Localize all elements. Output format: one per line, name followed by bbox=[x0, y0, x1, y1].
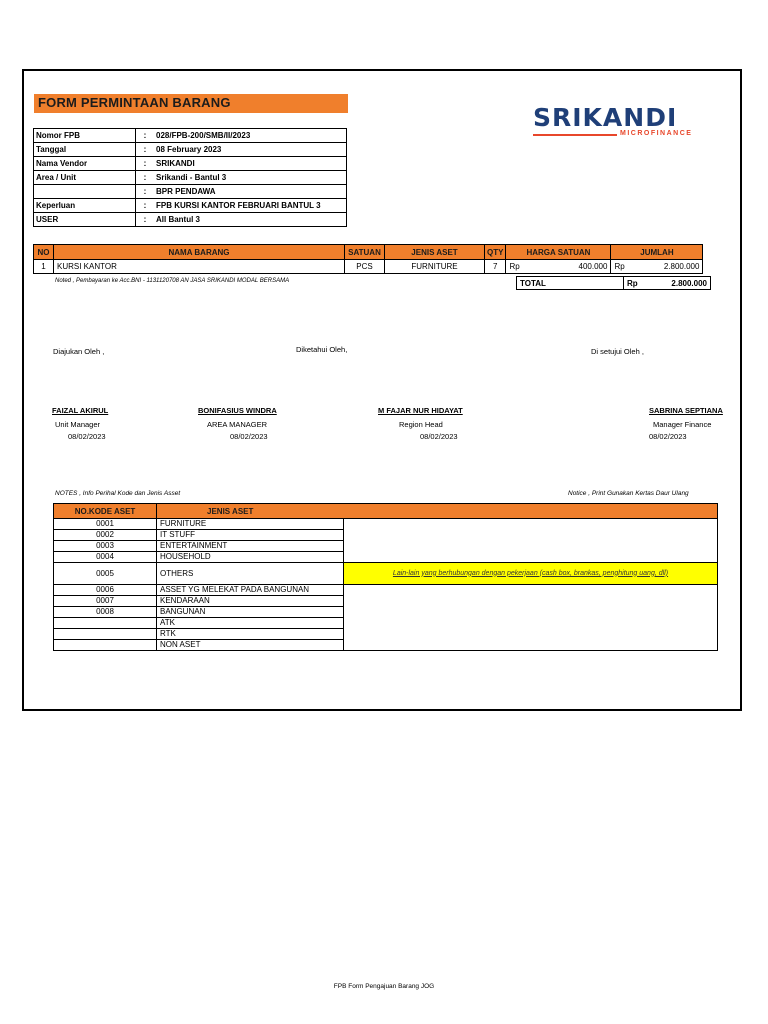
signer-role: Unit Manager bbox=[55, 420, 101, 429]
payment-note: Noted , Pembayaran ke Acc.BNI - 1131120708 AN JASA SRIKANDI MODAL BERSAMA bbox=[55, 278, 290, 284]
items-header-row bbox=[34, 245, 703, 260]
table-row bbox=[54, 607, 718, 618]
form-title: FORM PERMINTAAN BARANG bbox=[38, 95, 231, 110]
asset-type: HOUSEHOLD bbox=[157, 552, 344, 563]
table-row bbox=[54, 519, 718, 530]
empty-cell bbox=[344, 530, 718, 541]
info-label: USER bbox=[34, 213, 136, 227]
col-header: HARGA SATUAN bbox=[506, 245, 611, 260]
asset-code: 0006 bbox=[54, 585, 157, 596]
info-sep: : bbox=[136, 171, 155, 185]
signer-date: 08/02/2023 bbox=[230, 432, 268, 441]
empty-cell bbox=[344, 596, 718, 607]
item-qty: 7 bbox=[485, 260, 506, 274]
item-currency: Rp bbox=[506, 260, 527, 274]
info-value: 08 February 2023 bbox=[154, 143, 347, 157]
asset-code-table bbox=[53, 503, 718, 651]
empty-cell bbox=[344, 607, 718, 618]
total-box bbox=[516, 276, 711, 290]
signer-name: SABRINA SEPTIANA bbox=[649, 406, 723, 415]
total-label: TOTAL bbox=[517, 277, 624, 290]
form-title-bar bbox=[34, 94, 348, 113]
info-label: Nomor FPB bbox=[34, 129, 136, 143]
item-name: KURSI KANTOR bbox=[54, 260, 345, 274]
asset-code: 0003 bbox=[54, 541, 157, 552]
empty-cell bbox=[344, 629, 718, 640]
asset-code bbox=[54, 640, 157, 651]
col-header: NO.KODE ASET bbox=[54, 504, 157, 519]
info-value: SRIKANDI bbox=[154, 157, 347, 171]
item-unit: PCS bbox=[345, 260, 385, 274]
info-row bbox=[34, 171, 347, 185]
col-header: NO bbox=[34, 245, 54, 260]
table-row bbox=[54, 640, 718, 651]
info-table bbox=[33, 128, 347, 227]
info-sep: : bbox=[136, 129, 155, 143]
asset-code: 0004 bbox=[54, 552, 157, 563]
info-row bbox=[34, 129, 347, 143]
asset-code: 0002 bbox=[54, 530, 157, 541]
signer-date: 08/02/2023 bbox=[68, 432, 106, 441]
table-row bbox=[54, 596, 718, 607]
signer-role: Region Head bbox=[399, 420, 443, 429]
signer-date: 08/02/2023 bbox=[420, 432, 458, 441]
codes-header-row bbox=[54, 504, 718, 519]
signer-role: Manager Finance bbox=[653, 420, 712, 429]
info-value: 028/FPB-200/SMB/II/2023 bbox=[154, 129, 347, 143]
table-row bbox=[54, 552, 718, 563]
table-row bbox=[54, 618, 718, 629]
asset-type: ENTERTAINMENT bbox=[157, 541, 344, 552]
info-value: FPB KURSI KANTOR FEBRUARI BANTUL 3 bbox=[154, 199, 347, 213]
col-header: JENIS ASET bbox=[157, 504, 718, 519]
info-sep: : bbox=[136, 213, 155, 227]
acknowledged-by-label: Diketahui Oleh, bbox=[296, 345, 348, 354]
asset-code: 0001 bbox=[54, 519, 157, 530]
info-sep: : bbox=[136, 199, 155, 213]
page-footer: FPB Form Pengajuan Barang JOG bbox=[333, 983, 435, 990]
asset-code: 0008 bbox=[54, 607, 157, 618]
info-row bbox=[34, 185, 347, 199]
logo-brand: SRIKANDI bbox=[533, 103, 678, 132]
total-row bbox=[517, 277, 711, 290]
asset-type: OTHERS bbox=[157, 563, 344, 585]
info-row bbox=[34, 143, 347, 157]
logo-underline bbox=[533, 134, 617, 136]
asset-type: KENDARAAN bbox=[157, 596, 344, 607]
empty-cell bbox=[344, 552, 718, 563]
info-label bbox=[34, 185, 136, 199]
item-no: 1 bbox=[34, 260, 54, 274]
col-header: JENIS ASET bbox=[385, 245, 485, 260]
item-price: 400.000 bbox=[526, 260, 611, 274]
asset-code: 0007 bbox=[54, 596, 157, 607]
col-header: QTY bbox=[485, 245, 506, 260]
info-row bbox=[34, 157, 347, 171]
asset-type: NON ASET bbox=[157, 640, 344, 651]
empty-cell bbox=[344, 541, 718, 552]
asset-type: ATK bbox=[157, 618, 344, 629]
info-label: Keperluan bbox=[34, 199, 136, 213]
info-sep: : bbox=[136, 143, 155, 157]
asset-type: FURNITURE bbox=[157, 519, 344, 530]
submitted-by-label: Diajukan Oleh , bbox=[53, 347, 105, 356]
signer-date: 08/02/2023 bbox=[649, 432, 687, 441]
empty-cell bbox=[344, 640, 718, 651]
logo-subtitle: MICROFINANCE bbox=[620, 130, 693, 137]
approved-by-label: Di setujui Oleh , bbox=[591, 347, 644, 356]
asset-code bbox=[54, 629, 157, 640]
total-currency: Rp bbox=[624, 277, 645, 290]
others-note: Lain-lain yang berhubungan dengan pekerjaan (cash box, brankas, penghitung uang, dll) bbox=[344, 563, 718, 585]
info-label: Nama Vendor bbox=[34, 157, 136, 171]
table-row bbox=[54, 585, 718, 596]
info-label: Tanggal bbox=[34, 143, 136, 157]
total-value: 2.800.000 bbox=[644, 277, 711, 290]
items-table bbox=[33, 244, 703, 274]
info-row bbox=[34, 199, 347, 213]
table-row bbox=[54, 563, 718, 585]
asset-type: BANGUNAN bbox=[157, 607, 344, 618]
info-value: Srikandi - Bantul 3 bbox=[154, 171, 347, 185]
info-sep: : bbox=[136, 157, 155, 171]
info-sep: : bbox=[136, 185, 155, 199]
signer-name: FAIZAL AKIRUL bbox=[52, 406, 109, 415]
col-header: NAMA BARANG bbox=[54, 245, 345, 260]
item-total: 2.800.000 bbox=[631, 260, 703, 274]
signer-role: AREA MANAGER bbox=[207, 420, 268, 429]
col-header: JUMLAH bbox=[611, 245, 703, 260]
info-value: BPR PENDAWA bbox=[154, 185, 347, 199]
table-row bbox=[34, 260, 703, 274]
table-row bbox=[54, 530, 718, 541]
asset-type: IT STUFF bbox=[157, 530, 344, 541]
col-header: SATUAN bbox=[345, 245, 385, 260]
notes-left: NOTES , Info Perihal Kode dan Jenis Asset bbox=[55, 490, 181, 497]
item-asset-type: FURNITURE bbox=[385, 260, 485, 274]
asset-code: 0005 bbox=[54, 563, 157, 585]
asset-type: RTK bbox=[157, 629, 344, 640]
table-row bbox=[54, 629, 718, 640]
info-row bbox=[34, 213, 347, 227]
signer-name: M FAJAR NUR HIDAYAT bbox=[378, 406, 463, 415]
signer-name: BONIFASIUS WINDRA bbox=[198, 406, 277, 415]
asset-code bbox=[54, 618, 157, 629]
notes-right: Notice , Print Gunakan Kertas Daur Ulang bbox=[568, 490, 689, 497]
info-label: Area / Unit bbox=[34, 171, 136, 185]
empty-cell bbox=[344, 618, 718, 629]
empty-cell bbox=[344, 519, 718, 530]
asset-type: ASSET YG MELEKAT PADA BANGUNAN bbox=[157, 585, 344, 596]
empty-cell bbox=[344, 585, 718, 596]
table-row bbox=[54, 541, 718, 552]
item-currency: Rp bbox=[611, 260, 632, 274]
info-value: All Bantul 3 bbox=[154, 213, 347, 227]
